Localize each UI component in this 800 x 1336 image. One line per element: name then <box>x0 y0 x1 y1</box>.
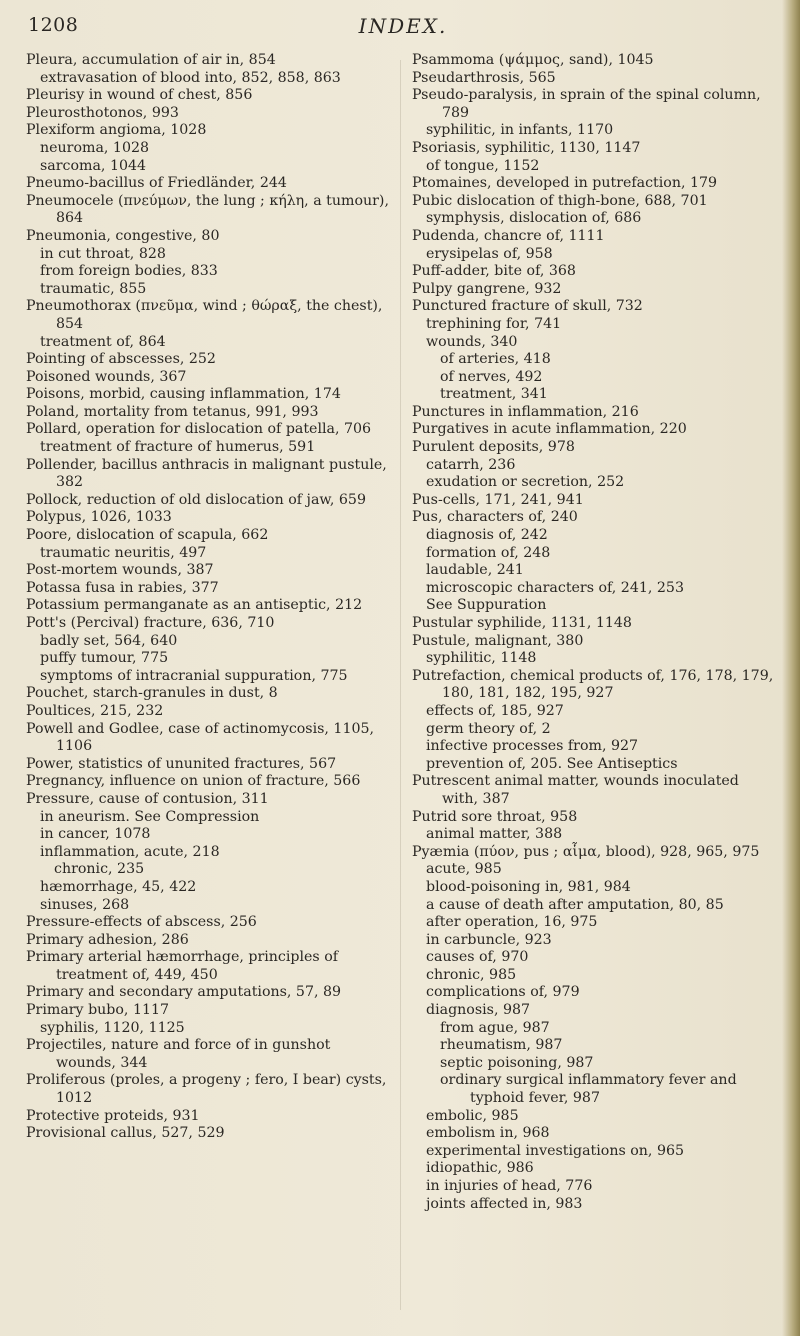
index-entry: after operation, 16, 975 <box>426 914 598 931</box>
index-entry: Pleura, accumulation of air in, 854 <box>26 52 276 68</box>
index-column-right <box>412 52 774 1213</box>
index-entry: Pregnancy, influence on union of fracture, 566 <box>26 773 361 790</box>
index-entry: a cause of death after amputation, 80, 85 <box>426 896 724 913</box>
index-entry: Pus, characters of, 240 <box>412 509 578 526</box>
index-entry: Pollender, bacillus anthracis in malignant pustule, 382 <box>26 456 387 491</box>
index-entry: sarcoma, 1044 <box>40 157 147 174</box>
index-entry: septic poisoning, 987 <box>440 1054 594 1071</box>
index-entry: Pseudarthrosis, 565 <box>412 69 556 86</box>
index-entry: traumatic, 855 <box>40 280 147 297</box>
index-entry: in injuries of head, 776 <box>426 1178 593 1194</box>
index-entry: syphilitic, in infants, 1170 <box>426 122 614 139</box>
index-entry: Pott's (Percival) fracture, 636, 710 <box>26 615 275 631</box>
index-entry: Polypus, 1026, 1033 <box>26 509 172 526</box>
index-entry: Pudenda, chancre of, 1111 <box>412 227 605 244</box>
index-entry: traumatic neuritis, 497 <box>40 544 207 561</box>
page-edge-shadow <box>782 0 800 1336</box>
index-entry: Puff-adder, bite of, 368 <box>412 263 576 280</box>
index-entry: badly set, 564, 640 <box>40 632 178 649</box>
index-entry: Poisoned wounds, 367 <box>26 368 187 385</box>
index-entry: Pleurosthotonos, 993 <box>26 104 179 121</box>
page-number: 1208 <box>28 14 79 36</box>
index-entry: embolic, 985 <box>426 1107 519 1124</box>
index-entry: embolism in, 968 <box>426 1125 550 1142</box>
index-entry: Pseudo-paralysis, in sprain of the spinal column, 789 <box>412 87 761 121</box>
index-entry: symptoms of intracranial suppuration, 775 <box>40 667 348 684</box>
index-entry: ordinary surgical inflammatory fever and typhoid fever, 987 <box>440 1072 737 1107</box>
index-column-left <box>26 52 392 1143</box>
index-entry: treatment of fracture of humerus, 591 <box>40 439 316 456</box>
index-entry: germ theory of, 2 <box>426 720 551 737</box>
index-entry: experimental investigations on, 965 <box>426 1142 685 1159</box>
index-entry: Putrefaction, chemical products of, 176, 178, 179, 180, 181, 182, 195, 927 <box>412 667 774 702</box>
index-entry: from ague, 987 <box>440 1019 550 1036</box>
index-entry: Potassa fusa in rabies, 377 <box>26 579 219 596</box>
index-entry: syphilitic, 1148 <box>426 650 537 667</box>
index-entry: from foreign bodies, 833 <box>40 263 218 280</box>
index-entry: in carbuncle, 923 <box>426 931 552 948</box>
index-entry: Ptomaines, developed in putrefaction, 179 <box>412 175 718 192</box>
index-entry: treatment of, 864 <box>40 333 166 350</box>
running-head: INDEX. <box>358 14 448 38</box>
index-entry: Poisons, morbid, causing inflammation, 174 <box>26 386 341 403</box>
index-entry: of nerves, 492 <box>440 368 543 385</box>
index-entry: Pneumonia, congestive, 80 <box>26 227 220 244</box>
index-entry: Pressure, cause of contusion, 311 <box>26 790 269 807</box>
page-header <box>28 14 768 42</box>
index-entry: extravasation of blood into, 852, 858, 863 <box>40 69 341 86</box>
index-entry: Pleurisy in wound of chest, 856 <box>26 87 253 104</box>
index-entry: Purulent deposits, 978 <box>412 439 575 456</box>
index-entry: Pneumo-bacillus of Friedländer, 244 <box>26 175 287 192</box>
index-entry: Pointing of abscesses, 252 <box>26 351 216 368</box>
index-entry: puffy tumour, 775 <box>40 650 169 667</box>
index-entry: Potassium permanganate as an antiseptic, 212 <box>26 597 363 614</box>
index-entry: Pubic dislocation of thigh-bone, 688, 701 <box>412 192 708 209</box>
index-entry: inflammation, acute, 218 <box>40 843 220 860</box>
index-entry: in aneurism. See Compression <box>40 808 260 825</box>
index-entry: wounds, 340 <box>426 333 518 350</box>
index-entry: hæmorrhage, 45, 422 <box>40 878 197 895</box>
index-entry: laudable, 241 <box>426 562 524 579</box>
index-entry: Plexiform angioma, 1028 <box>26 122 207 139</box>
index-entry: complications of, 979 <box>426 984 580 1001</box>
index-entry: causes of, 970 <box>426 949 529 966</box>
index-entry: See Suppuration <box>426 597 547 614</box>
index-entry: Psoriasis, syphilitic, 1130, 1147 <box>412 139 641 156</box>
index-entry: treatment, 341 <box>440 386 548 403</box>
index-entry: Pustule, malignant, 380 <box>412 632 584 649</box>
index-entry: Purgatives in acute inflammation, 220 <box>412 421 687 438</box>
index-entry: Pustular syphilide, 1131, 1148 <box>412 615 632 631</box>
index-entry: Poore, dislocation of scapula, 662 <box>26 527 269 544</box>
column-gutter <box>400 60 401 1310</box>
index-entry: trephining for, 741 <box>426 315 562 332</box>
index-entry: prevention of, 205. See Antiseptics <box>426 755 678 772</box>
index-entry: Pneumothorax (πνεῦμα, wind ; θώραξ, the chest), 854 <box>26 298 383 332</box>
index-entry: Powell and Godlee, case of actinomycosis, 1105, 1106 <box>26 720 375 755</box>
index-entry: formation of, 248 <box>426 544 551 561</box>
index-entry: Putrescent animal matter, wounds inoculated with, 387 <box>412 773 739 807</box>
index-entry: animal matter, 388 <box>426 826 563 843</box>
index-entry: syphilis, 1120, 1125 <box>40 1019 185 1036</box>
index-entry: diagnosis of, 242 <box>426 527 548 544</box>
index-entry: catarrh, 236 <box>426 456 516 473</box>
index-entry: Pollard, operation for dislocation of patella, 706 <box>26 421 372 438</box>
index-entry: neuroma, 1028 <box>40 139 150 156</box>
index-entry: Post-mortem wounds, 387 <box>26 562 214 579</box>
index-entry: Pneumocele (πνεύμων, the lung ; κήλη, a tumour), 864 <box>26 192 389 227</box>
index-entry: chronic, 985 <box>426 966 517 983</box>
index-entry: Pulpy gangrene, 932 <box>412 280 562 297</box>
index-entry: Projectiles, nature and force of in gunshot wounds, 344 <box>26 1037 331 1071</box>
index-entry: erysipelas of, 958 <box>426 245 553 262</box>
index-entry: Pressure-effects of abscess, 256 <box>26 914 257 931</box>
index-entry: idiopathic, 986 <box>426 1160 534 1177</box>
index-entry: Pouchet, starch-granules in dust, 8 <box>26 685 278 702</box>
index-entry: joints affected in, 983 <box>426 1195 583 1212</box>
index-entry: symphysis, dislocation of, 686 <box>426 210 642 227</box>
index-entry: diagnosis, 987 <box>426 1002 531 1019</box>
index-entry: Provisional callus, 527, 529 <box>26 1125 225 1142</box>
index-entry: microscopic characters of, 241, 253 <box>426 579 684 596</box>
index-entry: Pus-cells, 171, 241, 941 <box>412 491 584 508</box>
index-entry: in cut throat, 828 <box>40 245 166 262</box>
index-entry: in cancer, 1078 <box>40 826 151 843</box>
index-entry: sinuses, 268 <box>40 896 130 913</box>
index-entry: chronic, 235 <box>54 861 145 878</box>
index-entry: Proliferous (proles, a progeny ; fero, I bear) cysts, 1012 <box>26 1072 387 1107</box>
index-entry: Poultices, 215, 232 <box>26 702 164 719</box>
index-entry: Protective proteids, 931 <box>26 1107 200 1124</box>
index-entry: effects of, 185, 927 <box>426 702 564 719</box>
index-entry: of tongue, 1152 <box>426 157 540 174</box>
index-entry: Putrid sore throat, 958 <box>412 808 578 825</box>
index-entry: Primary and secondary amputations, 57, 89 <box>26 984 342 1001</box>
index-entry: rheumatism, 987 <box>440 1037 563 1054</box>
index-entry: of arteries, 418 <box>440 351 551 368</box>
index-entry: Power, statistics of ununited fractures, 567 <box>26 755 337 772</box>
index-entry: Primary bubo, 1117 <box>26 1002 170 1019</box>
index-entry: Punctured fracture of skull, 732 <box>412 298 643 315</box>
index-entry: Pollock, reduction of old dislocation of jaw, 659 <box>26 491 366 508</box>
index-entry: Poland, mortality from tetanus, 991, 993 <box>26 403 319 420</box>
index-entry: Primary adhesion, 286 <box>26 931 189 948</box>
index-entry: Psammoma (ψάμμος, sand), 1045 <box>412 52 654 68</box>
index-entry: Pyæmia (πύον, pus ; αἷμα, blood), 928, 965, 975 <box>412 843 760 860</box>
index-entry: acute, 985 <box>426 861 502 878</box>
index-entry: infective processes from, 927 <box>426 738 639 755</box>
index-entry: Punctures in inflammation, 216 <box>412 403 639 420</box>
index-entry: blood-poisoning in, 981, 984 <box>426 878 631 895</box>
index-entry: Primary arterial hæmorrhage, principles of treatment of, 449, 450 <box>26 949 338 983</box>
index-entry: exudation or secretion, 252 <box>426 474 625 491</box>
